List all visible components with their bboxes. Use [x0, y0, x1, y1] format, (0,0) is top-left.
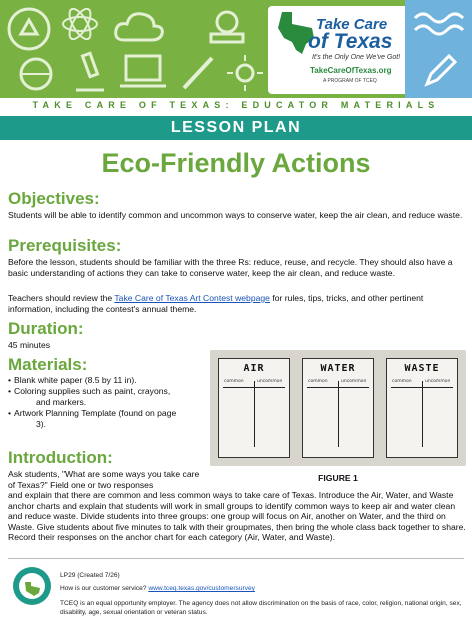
paintbrush-icon — [176, 50, 220, 94]
chart-col-left: common — [308, 379, 328, 384]
logo-title-line2: of Texas — [308, 30, 393, 53]
microscope-icon — [70, 50, 110, 94]
footer-survey — [60, 585, 255, 594]
prerequisites-heading: Prerequisites: — [8, 236, 122, 255]
material-line-continued: and markers. — [36, 397, 87, 407]
globe-icon — [18, 56, 54, 92]
water-panel — [405, 0, 472, 98]
pencil-icon — [421, 50, 461, 90]
objectives-text: Students will be able to identify common and uncommon ways to conserve water, keep the air clean, and reduce waste. — [8, 210, 463, 220]
sun-icon — [226, 54, 264, 92]
atom-icon — [60, 4, 100, 44]
chart-divider — [338, 381, 339, 447]
recycle-icon — [6, 6, 52, 52]
header-banner — [0, 0, 472, 98]
introduction-text-b: and explain that there are common and less common ways to take care of Texas. Introduce the Air, Water, and Waste anchor charts and explain that students will work in small groups to identify common ways to keep air and water clean and reduce waste. Divide students into three groups: one group will focus on Air, another on Water, and the third on Waste. Give students about five minutes to talk with their groupmates, then bring the whole class back together to share. Record their responses on the anchor chart for each category (Air, Water, and Waste). — [8, 490, 466, 542]
chart-col-right: uncommon — [425, 379, 451, 384]
introduction-text-a: Ask students, "What are some ways you take care of Texas?" Field one or two responses — [8, 469, 200, 490]
figure-anchor-charts-photo — [210, 350, 466, 466]
survey-text: How is our customer service? — [60, 585, 149, 592]
material-line: Artwork Planning Template (found on page — [14, 408, 177, 418]
list-item — [8, 386, 198, 408]
chart-col-left: common — [224, 379, 244, 384]
material-line: Coloring supplies such as paint, crayons, — [14, 386, 171, 396]
duration-heading: Duration: — [8, 319, 84, 338]
chart-title: WASTE — [404, 363, 440, 374]
anchor-chart-air — [218, 358, 290, 458]
materials-heading: Materials: — [8, 355, 88, 374]
anchor-chart-waste — [386, 358, 458, 458]
apple-books-icon — [205, 6, 249, 46]
list-item — [8, 408, 198, 430]
footer-code: LP29 (Created 7/26) — [60, 572, 120, 579]
list-item — [8, 375, 198, 386]
introduction-heading: Introduction: — [8, 448, 113, 467]
chart-title: WATER — [320, 363, 356, 374]
chart-col-right: uncommon — [341, 379, 367, 384]
chart-title: AIR — [243, 363, 265, 374]
material-line: Blank white paper (8.5 by 11 in). — [14, 375, 137, 385]
prerequisites-review-text — [8, 293, 466, 314]
logo-subtitle: A PROGRAM OF TCEQ — [323, 78, 377, 84]
chart-col-left: common — [392, 379, 412, 384]
lesson-plan-bar: LESSON PLAN — [0, 116, 472, 140]
cloud-icon — [112, 10, 166, 44]
logo-title-line1: Take Care — [316, 16, 388, 33]
review-text-before: Teachers should review the — [8, 293, 115, 303]
art-contest-link[interactable]: Take Care of Texas Art Contest webpage — [114, 293, 270, 303]
water-wave-icon — [413, 8, 465, 38]
laptop-icon — [118, 52, 168, 92]
anchor-chart-water — [302, 358, 374, 458]
page-title: Eco-Friendly Actions — [101, 148, 371, 178]
footer-divider — [8, 558, 464, 559]
logo-tagline: It's the Only One We've Got! — [312, 54, 401, 61]
objectives-heading: Objectives: — [8, 189, 100, 208]
tceq-seal-icon — [12, 566, 52, 606]
review-text-after: for rules, tips, tricks, and other pertinent information, including the contest's annual theme. — [8, 293, 424, 314]
duration-text: 45 minutes — [8, 340, 51, 350]
customer-survey-link[interactable]: www.tceq.texas.gov/customersurvey — [148, 585, 255, 592]
educator-materials-strip: TAKE CARE OF TEXAS: EDUCATOR MATERIALS — [0, 98, 472, 112]
chart-divider — [422, 381, 423, 447]
chart-col-right: uncommon — [257, 379, 283, 384]
material-line-continued: 3). — [36, 419, 47, 429]
figure-caption: FIGURE 1 — [318, 473, 358, 483]
prerequisites-text: Before the lesson, students should be familiar with the three Rs: reduce, reuse, and recycle. They should also have a basic understanding of actions they can take to conserve water, keep the air clean, and reduce waste. — [8, 257, 453, 278]
take-care-of-texas-logo[interactable] — [268, 6, 418, 94]
chart-divider — [254, 381, 255, 447]
logo-url: TakeCareOfTexas.org — [310, 66, 392, 75]
footer-eeo: TCEQ is an equal opportunity employer. The agency does not allow discrimination on the basis of race, color, religion, national origin, sex, disability, age, sexual orientation or veteran status. — [60, 600, 462, 616]
materials-list — [8, 375, 198, 430]
